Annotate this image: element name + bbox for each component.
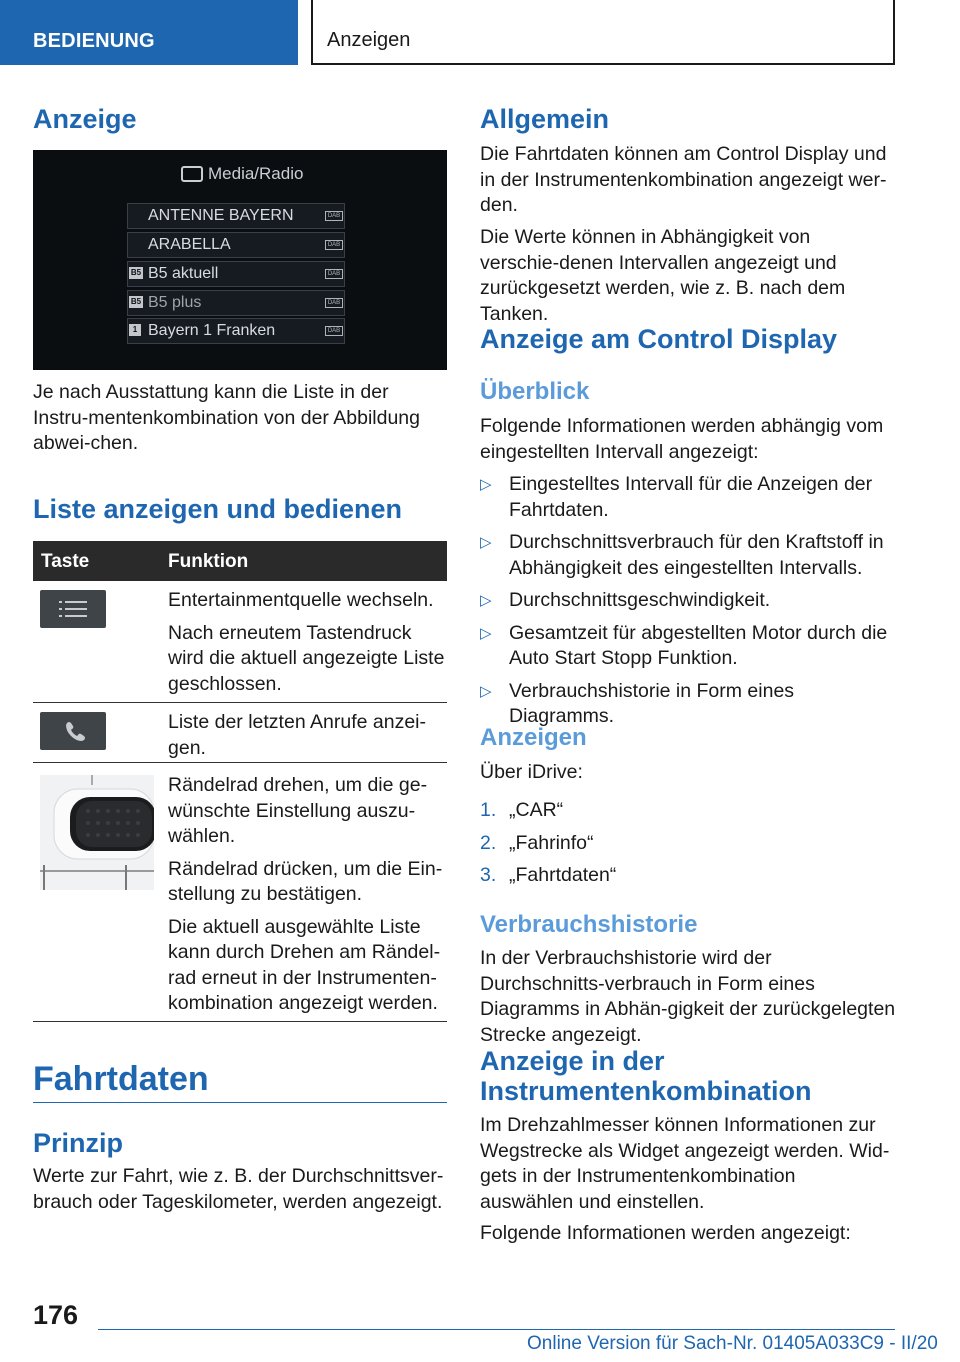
station-row <box>127 261 345 287</box>
list-button-image <box>40 590 106 628</box>
col-taste: Taste <box>41 551 90 572</box>
bullet-triangle-icon: ▷ <box>480 682 492 700</box>
list-item: ▷ Verbrauchshistorie in Form eines Diagramms. <box>480 679 795 727</box>
media-radio-image <box>33 150 447 370</box>
station-label: ANTENNE BAYERN <box>148 207 294 224</box>
footer-rule <box>98 1329 895 1330</box>
heading-ik-1: Anzeige in der <box>480 1046 665 1076</box>
bullet-triangle-icon: ▷ <box>480 476 492 493</box>
step-item: 1. „CAR“ <box>480 799 564 821</box>
station-label: Bayern 1 Franken <box>148 322 276 339</box>
station-label: B5 plus <box>148 294 202 311</box>
heading-verbrauchshistorie: Verbrauchshistorie <box>480 911 698 938</box>
row-divider <box>33 702 447 703</box>
list-item: ▷ Durchschnittsgeschwindigkeit. <box>480 588 900 614</box>
dab-badge: DAB <box>325 211 343 221</box>
section-title: BEDIENUNG <box>33 30 155 52</box>
step-item: 2. „Fahrinfo“ <box>480 831 594 854</box>
media-icon <box>181 166 203 182</box>
step-item: 3. „Fahrtdaten“ <box>480 864 617 886</box>
heading-control-display: Anzeige am Control Display <box>480 324 838 354</box>
dab-badge: DAB <box>325 298 343 308</box>
table-row <box>168 773 450 1024</box>
media-title: Media/Radio <box>208 164 304 183</box>
online-version-link[interactable]: Online Version für Sach-Nr. 01405A033C9 - II/20 <box>527 1333 938 1354</box>
station-row <box>127 290 345 316</box>
table-header <box>33 541 447 581</box>
list-item: ▷ Eingestelltes Intervall für die Anzeigen der Fahrtdaten. <box>480 473 873 521</box>
list-icon <box>40 590 106 628</box>
phone-icon <box>40 712 106 750</box>
controller-image <box>40 775 154 890</box>
dab-badge: DAB <box>325 269 343 279</box>
col-funktion: Funktion <box>168 551 249 572</box>
heading-allgemein: Allgemein <box>480 104 610 134</box>
station-label: ARABELLA <box>148 236 231 253</box>
step-list <box>480 798 900 896</box>
list-item: ▷ Gesamtzeit für abgestellten Motor durch die Auto Start Stopp Funktion. <box>480 621 888 669</box>
heading-ueberblick: Überblick <box>480 378 590 405</box>
controller-knob-icon <box>40 775 154 890</box>
phone-button-image <box>40 712 106 750</box>
cell-text: Entertainmentquelle wechseln. <box>168 589 434 611</box>
list-item: ▷ Durchschnittsverbrauch für den Kraftstoff in Abhängigkeit des eingestellten Intervalls. <box>480 531 884 579</box>
heading-liste: Liste anzeigen und bedienen <box>33 494 403 524</box>
cell-text: Rändelrad drehen, um die ge-wünschte Einstellung auszu-wählen. <box>168 774 428 847</box>
station-row <box>127 318 345 344</box>
page-number: 176 <box>33 1300 79 1330</box>
row-divider <box>33 1021 447 1022</box>
station-row <box>127 203 345 229</box>
info-list <box>480 472 900 737</box>
prinzip-text: Werte zur Fahrt, wie z. B. der Durchschnittsver-brauch oder Tageskilometer, werden angezeigt. <box>33 1165 444 1213</box>
allgemein-text-2: Die Werte können in Abhängigkeit von verschie-denen Intervallen angezeigt und zurückgesetzt werden, wie z. B. nach dem Tanken. <box>480 226 846 325</box>
chapter-tab <box>311 0 895 65</box>
section-rule <box>33 1102 447 1103</box>
cell-text: Liste der letzten Anrufe anzei-gen. <box>168 711 426 759</box>
ik-text: Im Drehzahlmesser können Informationen zur Wegstrecke als Widget angezeigt werden. Wid-gets in der Instrumentenkombination auswählen und einstellen. <box>480 1114 890 1213</box>
dab-badge: DAB <box>325 240 343 250</box>
bullet-triangle-icon: ▷ <box>480 534 492 551</box>
note-text: Je nach Ausstattung kann die Liste in der Instru-mentenkombination von der Abbildung abwei-chen. <box>33 381 420 454</box>
ueberblick-text: Folgende Informationen werden abhängig vom eingestellten Intervall angezeigt: <box>480 415 884 463</box>
heading-anzeigen: Anzeigen <box>480 724 587 751</box>
ueber-idrive-text: Über iDrive: <box>480 761 583 783</box>
heading-fahrtdaten: Fahrtdaten <box>33 1060 209 1098</box>
table-row <box>168 588 450 704</box>
verbrauchshistorie-text: In der Verbrauchshistorie wird der Durchschnitts-verbrauch in Form eines Diagramms in Abhän-gigkeit der zurückgelegten Strecke angezeigt. <box>480 947 896 1046</box>
b5-icon: B5 <box>130 268 142 277</box>
dab-badge: DAB <box>325 326 343 336</box>
b5-icon: B5 <box>130 297 142 306</box>
table-row <box>168 710 450 768</box>
bullet-triangle-icon: ▷ <box>480 624 492 642</box>
heading-ik-2: Instrumentenkombination <box>480 1076 812 1106</box>
bayern1-icon: 1 <box>129 324 141 336</box>
station-label: B5 aktuell <box>148 265 219 282</box>
heading-prinzip: Prinzip <box>33 1128 124 1158</box>
heading-anzeige: Anzeige <box>33 104 137 134</box>
cell-text: Die aktuell ausgewählte Liste kann durch Drehen am Rändel-rad erneut in der Instrumenten-kombination angezeigt werden. <box>168 915 441 1014</box>
row-divider <box>33 762 447 763</box>
cell-text: Rändelrad drücken, um die Ein-stellung zu bestätigen. <box>168 857 443 905</box>
bullet-triangle-icon: ▷ <box>480 592 492 609</box>
cell-text: Nach erneutem Tastendruck wird die aktuell angezeigte Liste geschlossen. <box>168 621 445 695</box>
ik-text-2: Folgende Informationen werden angezeigt: <box>480 1222 851 1244</box>
station-row <box>127 232 345 258</box>
allgemein-text-1: Die Fahrtdaten können am Control Display und in der Instrumentenkombination angezeigt wer-den. <box>480 143 887 216</box>
section-tab <box>0 0 298 65</box>
chapter-title: Anzeigen <box>327 29 411 51</box>
